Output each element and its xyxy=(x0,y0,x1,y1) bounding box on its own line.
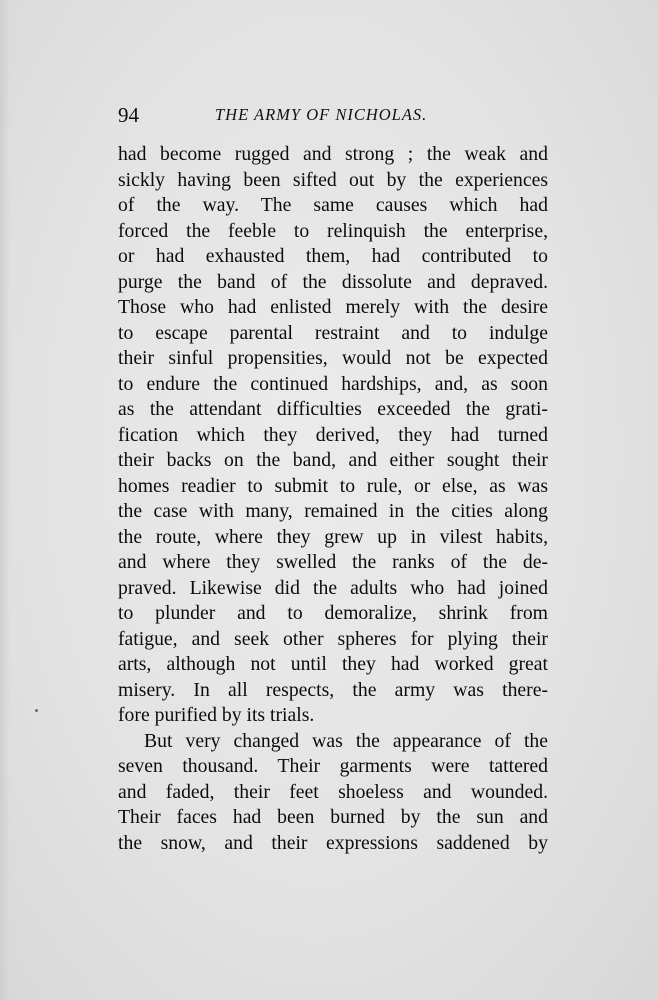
text-line: as the attendant difficulties exceeded the grati- xyxy=(118,398,548,420)
body-text xyxy=(118,142,548,856)
text-line: fatigue, and seek other spheres for plying their xyxy=(118,627,548,650)
page-number: 94 xyxy=(118,103,139,127)
running-title: THE ARMY OF NICHOLAS. xyxy=(215,105,428,124)
text-line: the case with many, remained in the cities along xyxy=(118,500,548,522)
text-line: misery. In all respects, the army was there- xyxy=(118,678,548,701)
text-line: to escape parental restraint and to indulge xyxy=(118,321,548,344)
text-line: forced the feeble to relinquish the enterprise, xyxy=(118,219,548,242)
paper-speck xyxy=(35,709,38,712)
text-line: praved. Likewise did the adults who had joined xyxy=(118,576,548,599)
text-line: the route, where they grew up in vilest habits, xyxy=(118,525,548,548)
text-line: fore purified by its trials. xyxy=(118,704,315,726)
paragraph xyxy=(118,142,548,729)
running-head xyxy=(118,100,570,130)
text-line: homes readier to submit to rule, or else, as was xyxy=(118,474,548,497)
text-line: Those who had enlisted merely with the desire xyxy=(118,296,548,318)
text-line: the snow, and their expressions saddened by xyxy=(118,831,548,854)
text-line: their backs on the band, and either sought their xyxy=(118,449,548,471)
text-line: and where they swelled the ranks of the de- xyxy=(118,551,548,573)
text-line: seven thousand. Their garments were tattered xyxy=(118,755,548,777)
text-line: Their faces had been burned by the sun and xyxy=(118,806,548,828)
text-line: had become rugged and strong ; the weak and xyxy=(118,143,548,165)
text-line: purge the band of the dissolute and depraved. xyxy=(118,270,548,293)
text-line: sickly having been sifted out by the experiences xyxy=(118,168,548,191)
text-line: to plunder and to demoralize, shrink from xyxy=(118,602,548,624)
text-line: But very changed was the appearance of the xyxy=(144,729,548,752)
text-line: and faded, their feet shoeless and wounded. xyxy=(118,780,548,803)
text-line: or had exhausted them, had contributed to xyxy=(118,245,548,267)
text-line: to endure the continued hardships, and, as soon xyxy=(118,372,548,395)
paragraph xyxy=(118,729,548,857)
text-line: arts, although not until they had worked great xyxy=(118,653,548,675)
text-line: their sinful propensities, would not be expected xyxy=(118,347,548,369)
text-line: fication which they derived, they had turned xyxy=(118,423,548,446)
text-line: of the way. The same causes which had xyxy=(118,194,548,216)
